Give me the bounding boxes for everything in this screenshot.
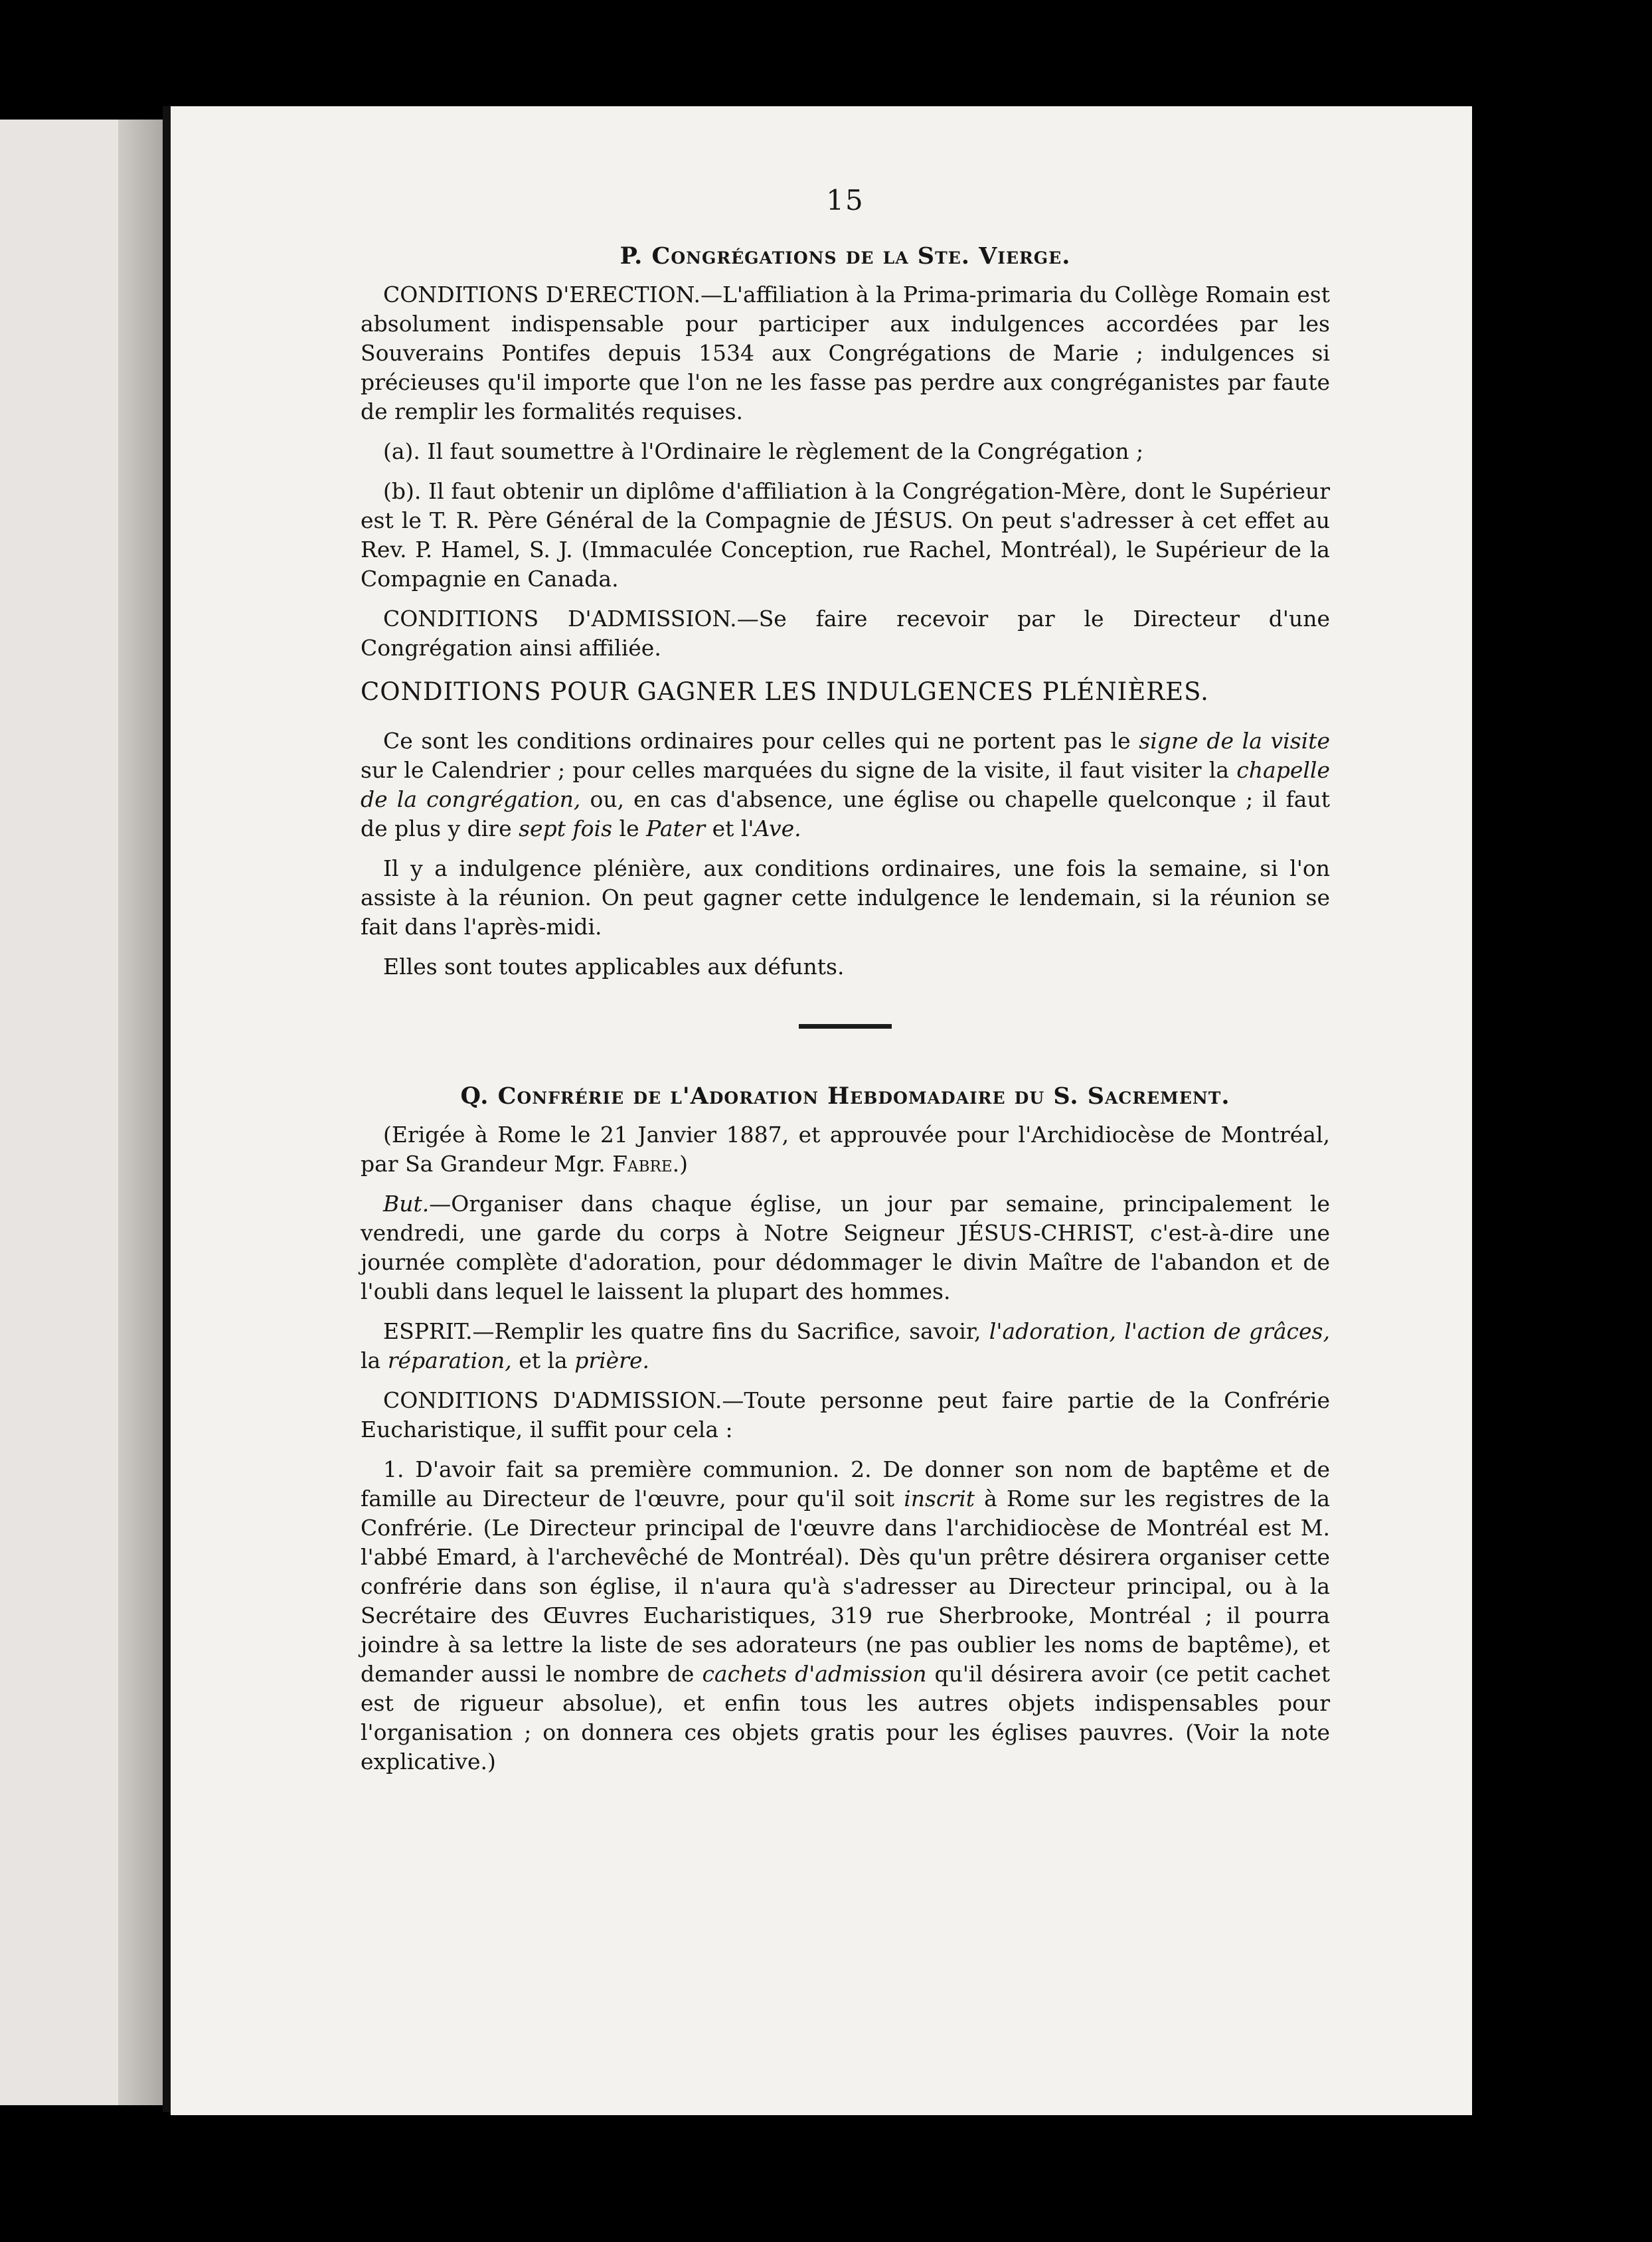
text-run: et la xyxy=(511,1347,575,1373)
italic-run: sept fois xyxy=(519,816,613,841)
condition-item-b: (b). Il faut obtenir un diplôme d'affiliation à la Congrégation-Mère, dont le Supérieur est le T. R. Père Général de la Compagnie de JÉSUS. On peut s'adresser à cet effet au Rev. P. Hamel, S. J. (Immaculée Conception, rue Rachel, Montréal), le Supérieur de la Compagnie en Canada. xyxy=(361,478,1330,592)
section-q-heading: Confrérie de l'Adoration Hebdomadaire du S. Sacrement. xyxy=(497,1082,1230,1110)
erigee-paragraph xyxy=(361,1120,1330,1179)
q-admission-paragraph xyxy=(361,1386,1330,1444)
facing-page-shadow xyxy=(118,120,166,2105)
text-run: qu'il désirera avoir (ce petit cachet est de rigueur absolue), et enfin tous les autres objets indispensables pour l'organisation ; on donnera ces objets gratis pour les églises pauvres. (Voir la note explicative.) xyxy=(361,1661,1330,1774)
section-q-letter: Q. xyxy=(460,1082,489,1110)
text-run: et l' xyxy=(705,816,754,841)
indulgences-paragraph-3: Elles sont toutes applicables aux défunts. xyxy=(383,954,845,980)
erection-paragraph xyxy=(361,280,1330,426)
text-run: Ce sont les conditions ordinaires pour celles qui ne portent pas le xyxy=(383,728,1139,754)
text-run: à Rome sur les registres de la Confrérie. (Le Directeur principal de l'œuvre dans l'archidiocèse de Montréal est M. l'abbé Emard, à l'archevêché de Montréal). Dès qu'un prêtre désirera organiser cette confrérie dans son église, il n'aura qu'à s'adresser au Directeur principal, ou à la Secrétaire des Œuvres Eucharistiques, 319 rue Sherbrooke, Montréal ; il pourra joindre à sa lettre la liste de ses adorateurs (ne pas oublier les noms de baptême), et demander aussi le nombre de xyxy=(361,1486,1331,1687)
admission-paragraph xyxy=(361,604,1330,663)
text-run: sur le Calendrier ; pour celles marquées du signe de la visite, il faut visiter la xyxy=(361,757,1237,783)
text-run: ou, en cas d'absence, une église ou chapelle quelconque ; il faut de plus y dire xyxy=(361,786,1331,841)
but-text: —Organiser dans chaque église, un jour par semaine, principalement le vendredi, une garde du corps à Notre Seigneur JÉSUS-CHRIST, c'est-à-dire une journée complète d'adoration, pour dédommager le divin Maître de l'abandon et de l'oubli dans lequel le laissent la plupart des hommes. xyxy=(361,1191,1330,1304)
italic-run: cachets d'admission xyxy=(702,1661,927,1687)
section-p-title xyxy=(361,242,1330,271)
admission-text: —Se faire recevoir par le Directeur d'une Congrégation ainsi affiliée. xyxy=(361,606,1331,661)
text-run: 1. D'avoir fait sa première communion. 2. De donner son nom de baptême et de famille au Directeur de l'œuvre, pour qu'il soit xyxy=(361,1456,1330,1511)
text-run: —Remplir les quatre fins du Sacrifice, savoir, xyxy=(472,1318,989,1344)
erection-text: —L'affiliation à la Prima-primaria du Collège Romain est absolument indispensable pour participer aux indulgences accordées par les Souverains Pontifes depuis 1534 aux Congrégations de Marie ; indulgences si précieuses qu'il importe que l'on ne les fasse pas perdre aux congréganistes par faute de remplir les formalités requises. xyxy=(361,282,1330,424)
section-q-title xyxy=(361,1082,1330,1111)
conditions-list-paragraph xyxy=(361,1455,1330,1776)
italic-run: chapelle de la congrégation, xyxy=(361,757,1330,812)
section-divider-rule xyxy=(799,1024,892,1029)
indulgences-heading: CONDITIONS POUR GAGNER LES INDULGENCES PLÉNIÈRES. xyxy=(361,677,1209,706)
section-p-heading: Congrégations de la Ste. Vierge. xyxy=(651,242,1071,270)
text-run: le xyxy=(612,816,647,841)
condition-item-a: (a). Il faut soumettre à l'Ordinaire le règlement de la Congrégation ; xyxy=(383,438,1144,464)
italic-run: Ave. xyxy=(754,816,801,841)
q-admission-text: —Toute personne peut faire partie de la Confrérie Eucharistique, il suffit pour cela : xyxy=(361,1387,1330,1442)
bishop-name: Fabre xyxy=(612,1151,673,1177)
book-gutter xyxy=(163,106,171,2112)
admission-label: CONDITIONS D'ADMISSION. xyxy=(383,606,737,632)
section-p-letter: P. xyxy=(620,242,643,270)
but-paragraph xyxy=(361,1189,1330,1306)
text-run: .) xyxy=(672,1151,689,1177)
esprit-label: ESPRIT. xyxy=(383,1318,473,1344)
book-page xyxy=(171,106,1472,2115)
italic-run: inscrit xyxy=(904,1486,975,1511)
erection-label: CONDITIONS D'ERECTION. xyxy=(383,282,701,307)
q-admission-label: CONDITIONS D'ADMISSION. xyxy=(383,1387,722,1413)
italic-run: Pater xyxy=(646,816,706,841)
esprit-paragraph xyxy=(361,1317,1330,1375)
page-number: 15 xyxy=(826,184,865,216)
text-run: (Erigée à Rome le 21 Janvier 1887, et approuvée pour l'Archidiocèse de Montréal, par Sa Grandeur Mgr. xyxy=(361,1122,1330,1177)
italic-run: signe de la visite xyxy=(1139,728,1330,754)
italic-run: l'adoration, l'action de grâces, xyxy=(989,1318,1330,1344)
text-run: la xyxy=(361,1347,388,1373)
italic-run: prière. xyxy=(574,1347,649,1373)
indulgences-paragraph-2: Il y a indulgence plénière, aux conditions ordinaires, une fois la semaine, si l'on assiste à la réunion. On peut gagner cette indulgence le lendemain, si la réunion se fait dans l'après-midi. xyxy=(361,855,1330,940)
italic-run: réparation, xyxy=(387,1347,512,1373)
but-label: But. xyxy=(383,1191,430,1217)
indulgences-paragraph-1 xyxy=(361,727,1330,843)
page-content xyxy=(361,186,1330,1787)
